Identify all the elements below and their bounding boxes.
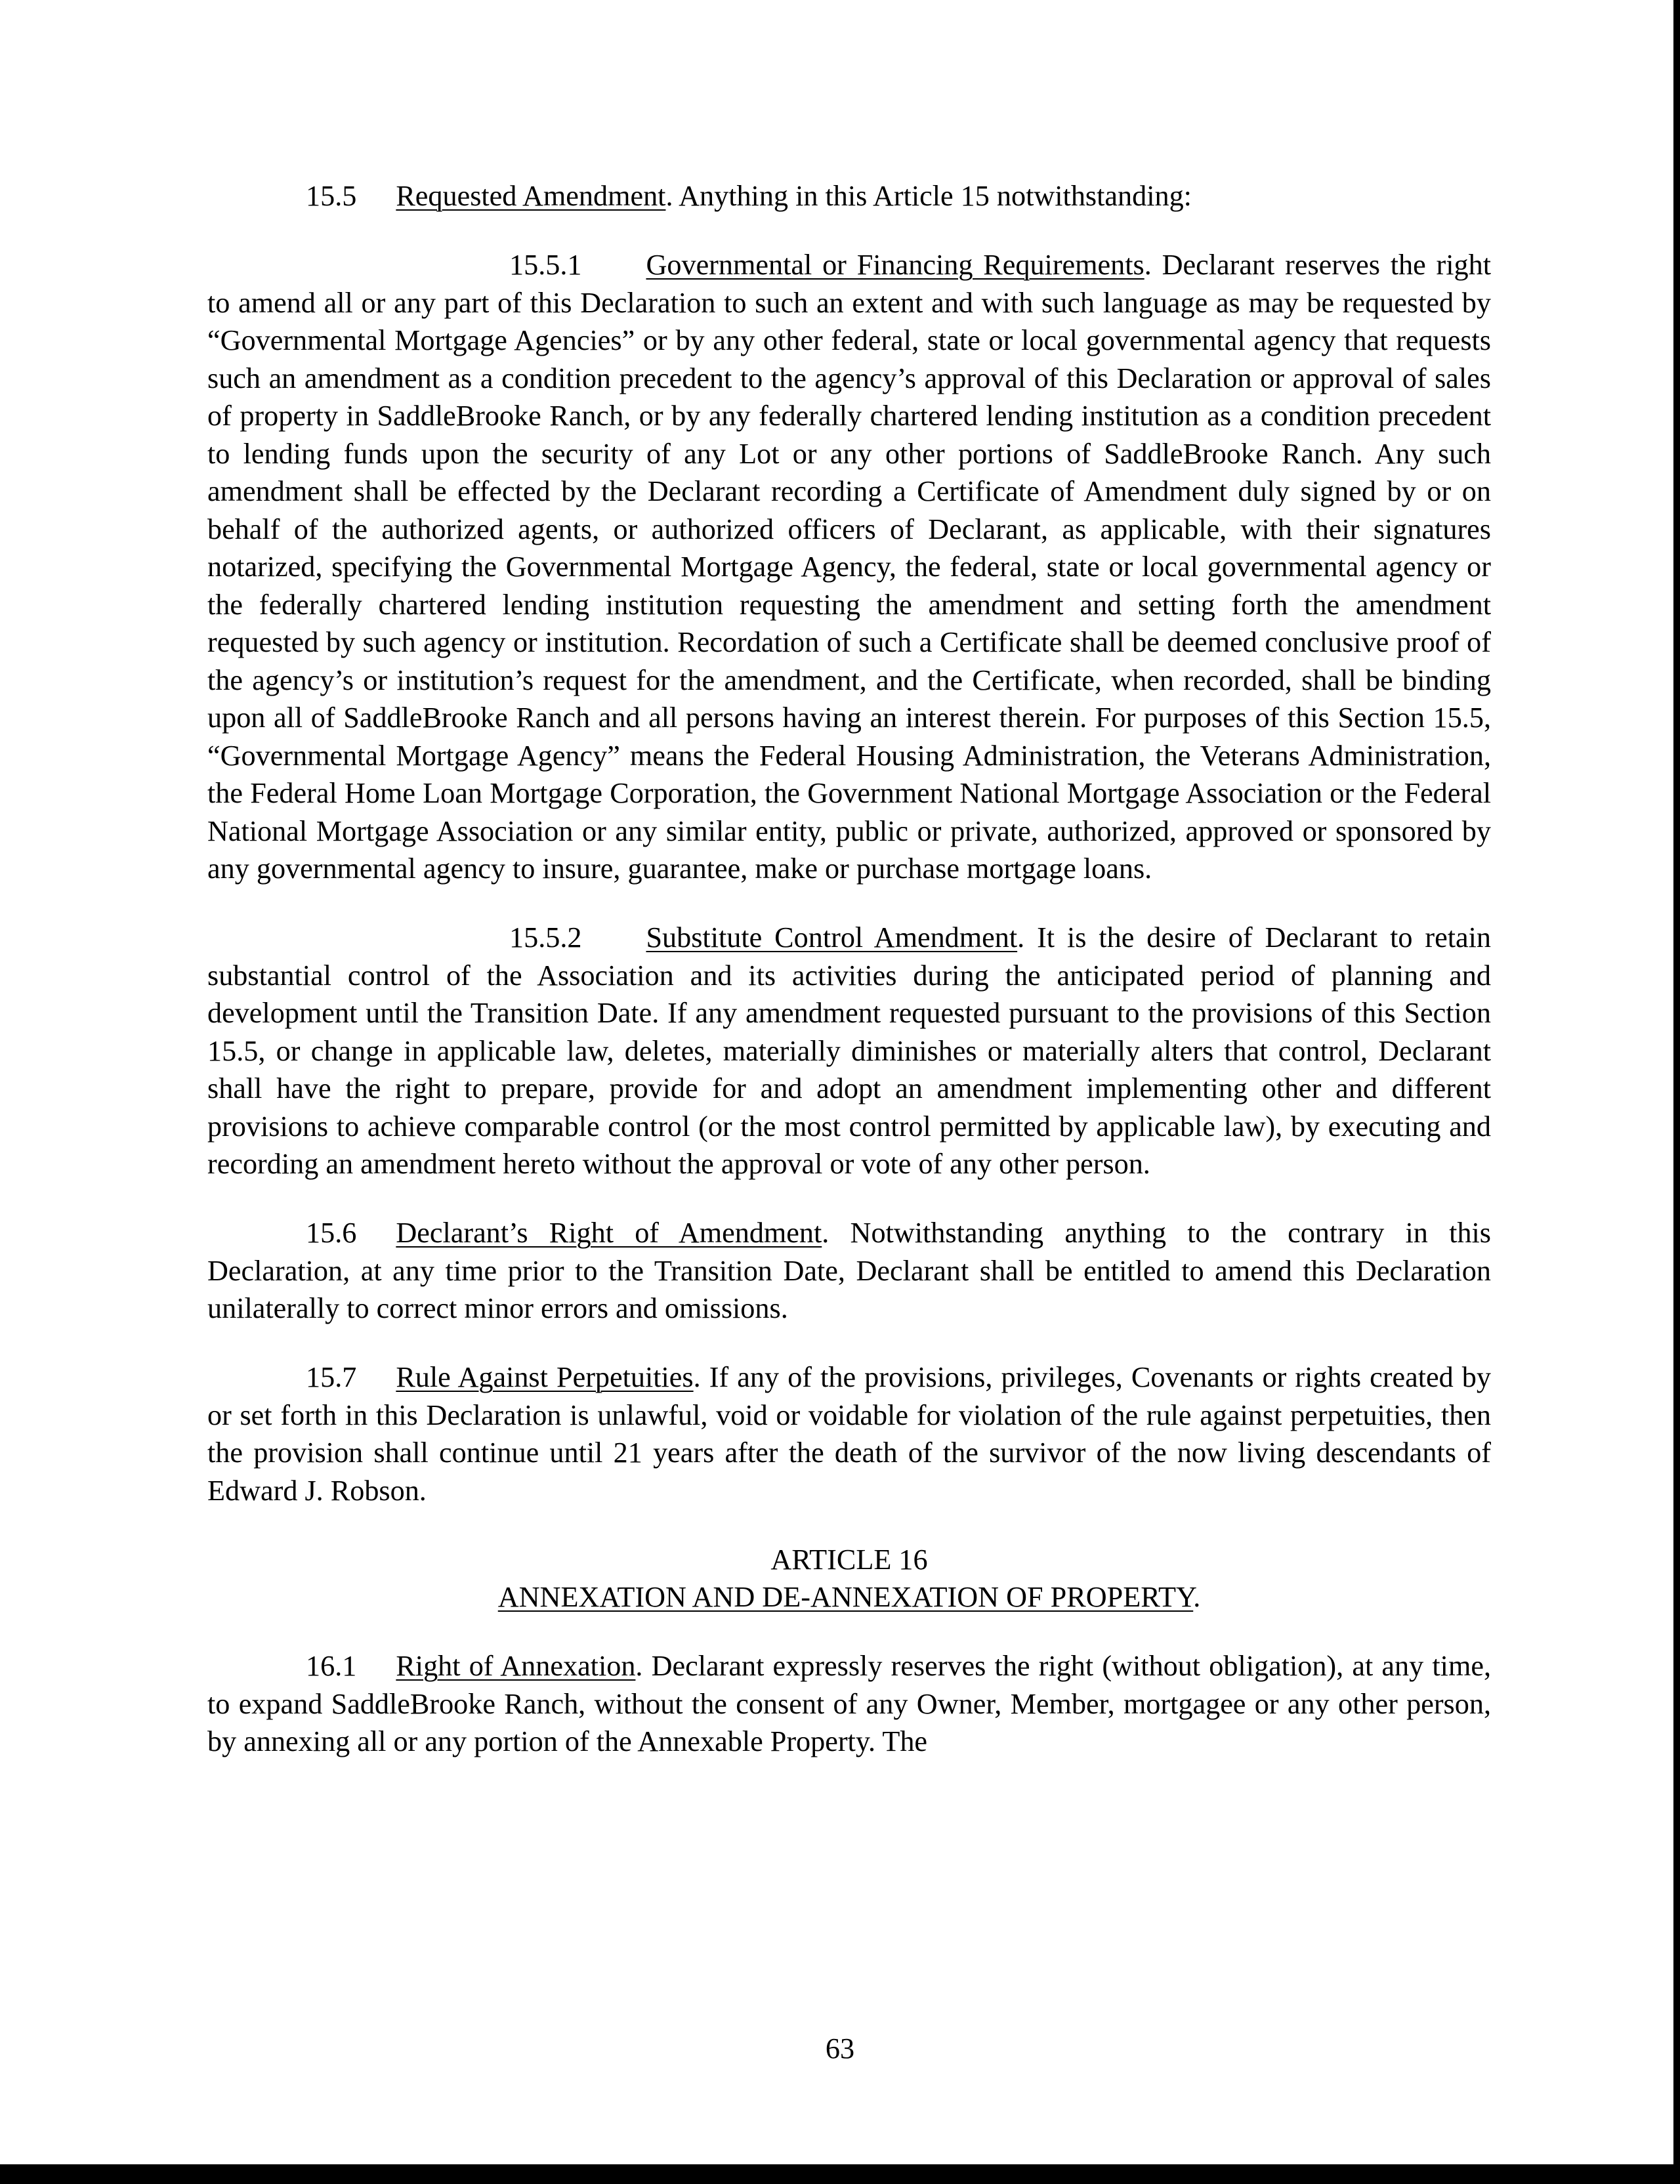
section-text: . Declarant expressly reserves the right (without obligation), at any time, to expand SaddleBrooke Ranch, without the consent of any Owner, Member, mortgagee or any other person, by annexing all or any portion of the Annexable Property. The bbox=[207, 1650, 1491, 1757]
scan-edge-bottom bbox=[0, 2164, 1680, 2184]
section-title: Substitute Control Amendment bbox=[646, 921, 1018, 954]
section-title: Governmental or Financing Requirements bbox=[646, 249, 1144, 281]
section-text: . Notwithstanding anything to the contrary in this Declaration, at any time prior to the Transition Date, Declarant shall be entitled to amend this Declaration unilaterally to correct minor errors and omissions. bbox=[207, 1217, 1491, 1324]
section-text: . It is the desire of Declarant to retain substantial control of the Association and its activities during the anticipated period of planning and development until the Transition Date. If any amendment requested pursuant to the provisions of this Section 15.5, or change in applicable law, deletes, materially diminishes or materially alters that control, Declarant shall have the right to prepare, provide for and adopt an amendment implementing other and different provisions to achieve comparable control (or the most control permitted by applicable law), by executing and recording an amendment hereto without the approval or vote of any other person. bbox=[207, 921, 1491, 1180]
section-text: . Anything in this Article 15 notwithstanding: bbox=[665, 180, 1192, 212]
section-text: . If any of the provisions, privileges, Covenants or rights created by or set forth in this Declaration is unlawful, void or voidable for violation of the rule against perpetuities, then the provision shall continue until 21 years after the death of the survivor of the now living descendants of Edward J. Robson. bbox=[207, 1361, 1491, 1507]
section-title: Requested Amendment bbox=[396, 180, 666, 212]
section-number: 15.7 bbox=[306, 1361, 357, 1393]
section-15-5-1 bbox=[207, 246, 1491, 888]
section-15-5 bbox=[207, 177, 1491, 215]
article-title: ANNEXATION AND DE-ANNEXATION OF PROPERTY bbox=[497, 1581, 1194, 1613]
article-heading: ARTICLE 16 bbox=[770, 1543, 928, 1576]
section-15-6 bbox=[207, 1214, 1491, 1328]
section-title: Declarant’s Right of Amendment bbox=[396, 1217, 822, 1249]
section-15-7 bbox=[207, 1358, 1491, 1509]
section-number: 16.1 bbox=[306, 1650, 357, 1682]
scan-edge-right bbox=[1673, 0, 1680, 2184]
section-text: . Declarant reserves the right to amend all or any part of this Declaration to such an extent and with such language as may be requested by “Governmental Mortgage Agencies” or by any other federal, state or local governmental agency that requests such an amendment as a condition precedent to the agency’s approval of this Declaration or approval of sales of property in SaddleBrooke Ranch, or by any federally chartered lending institution as a condition precedent to lending funds upon the security of any Lot or any other portions of SaddleBrooke Ranch. Any such amendment shall be effected by the Declarant recording a Certificate of Amendment duly signed by or on behalf of the authorized agents, or authorized officers of Declarant, as applicable, with their signatures notarized, specifying the Governmental Mortgage Agency, the federal, state or local governmental agency or the federally chartered lending institution requesting the amendment and setting forth the amendment requested by such agency or institution. Recordation of such a Certificate shall be deemed conclusive proof of the agency’s or institution’s request for the amendment, and the Certificate, when recorded, shall be binding upon all of SaddleBrooke Ranch and all persons having an interest therein. For purposes of this Section 15.5, “Governmental Mortgage Agency” means the Federal Housing Administration, the Veterans Administration, the Federal Home Loan Mortgage Corporation, the Government National Mortgage Association or the Federal National Mortgage Association or any similar entity, public or private, authorized, approved or sponsored by any governmental agency to insure, guarantee, make or purchase mortgage loans. bbox=[207, 249, 1491, 885]
section-title: Right of Annexation bbox=[396, 1650, 636, 1682]
section-number: 15.5.1 bbox=[509, 249, 582, 281]
article-title-period: . bbox=[1193, 1581, 1201, 1613]
section-number: 15.5.2 bbox=[509, 921, 582, 954]
section-16-1 bbox=[207, 1647, 1491, 1761]
section-15-5-2 bbox=[207, 919, 1491, 1183]
document-body bbox=[207, 177, 1491, 1761]
article-16-header bbox=[207, 1541, 1491, 1616]
section-number: 15.5 bbox=[306, 180, 357, 212]
page-number: 63 bbox=[825, 2032, 855, 2065]
section-number: 15.6 bbox=[306, 1217, 357, 1249]
section-title: Rule Against Perpetuities bbox=[396, 1361, 694, 1393]
